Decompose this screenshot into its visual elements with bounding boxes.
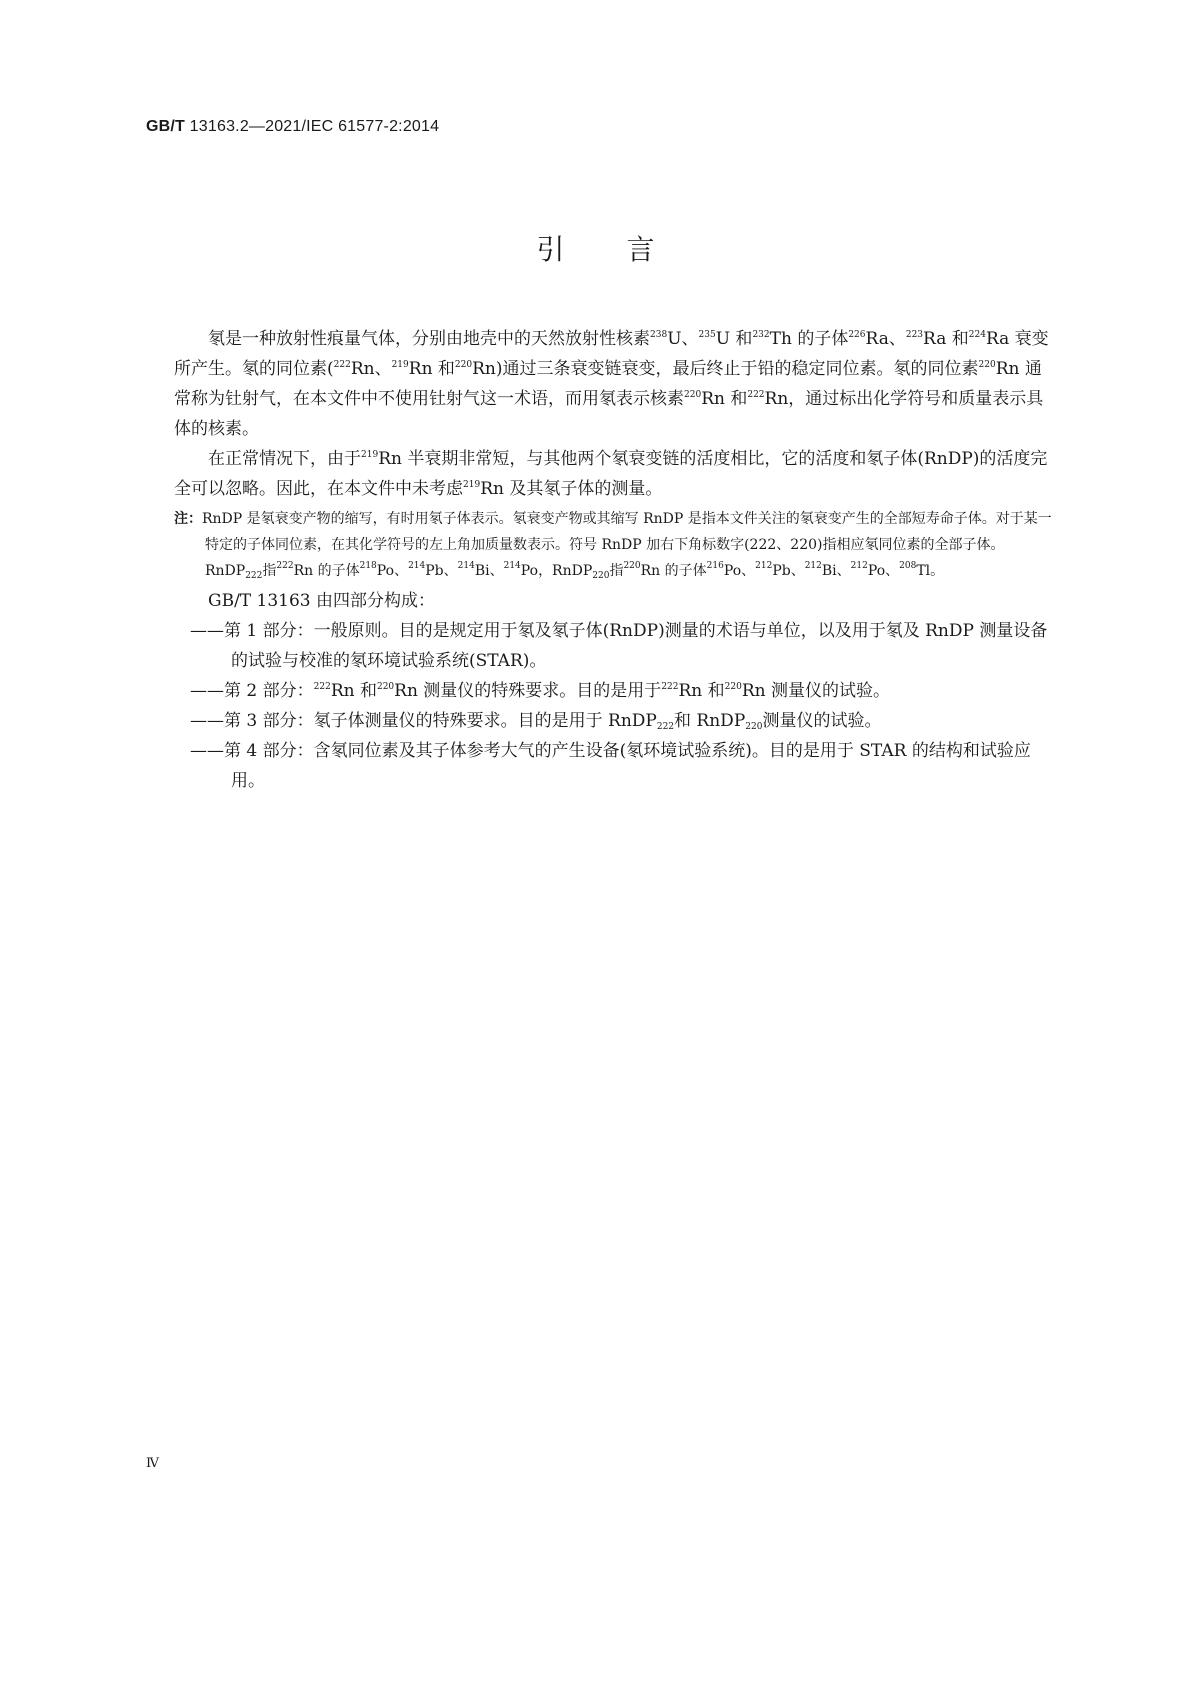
text: Rn 和	[330, 681, 377, 701]
superscript: 222	[333, 360, 351, 370]
superscript: 219	[463, 480, 481, 490]
text: RnDP 是氡衰变产物的缩写，有时用氡子体表示。氡衰变产物或其缩写 RnDP 是指本文件关注的氡衰变产生的全部短寿命子体。对于某一特定的子体同位素，在其化学符号的左上角加质量数表示。符号 RnDP 加右下角标数字(222、220)指相应氡同位素的全部子体。RnDP	[202, 511, 1052, 579]
text: Rn 和	[701, 389, 748, 409]
page-number: Ⅳ	[146, 1456, 159, 1471]
list-item-part-1: ——第 1 部分：一般原则。目的是规定用于氡及氡子体(RnDP)测量的术语与单位，以及用于氡及 RnDP 测量设备的试验与校准的氡环境试验系统(STAR)。	[190, 621, 1048, 671]
text: Ra 和	[923, 329, 969, 349]
text: Tl。	[916, 563, 945, 579]
superscript: 214	[503, 561, 521, 571]
text: U 和	[715, 329, 753, 349]
text: Rn，通过标出化学符号和质量表示具体的核素。	[174, 389, 1044, 439]
superscript: 232	[752, 330, 770, 340]
text: Rn)通过三条衰变链衰变，最后终止于铅的稳定同位素。氡的同位素	[472, 359, 979, 379]
text: Th 的子体	[769, 329, 849, 349]
parts-intro: GB/T 13163 由四部分构成：	[208, 591, 436, 611]
superscript: 238	[650, 330, 668, 340]
text: 测量仪的试验。	[762, 711, 882, 731]
superscript: 226	[848, 330, 866, 340]
text: Bi、	[821, 563, 851, 579]
list-item-part-4: ——第 4 部分：含氡同位素及其子体参考大气的产生设备(氡环境试验系统)。目的是用于 STAR 的结构和试验应用。	[190, 741, 1031, 791]
text: ——第 3 部分：氡子体测量仪的特殊要求。目的是用于 RnDP	[190, 711, 657, 731]
text: Rn 和	[678, 681, 725, 701]
superscript: 220	[454, 360, 473, 370]
paragraph-2	[174, 444, 1054, 504]
text: Rn 半衰期非常短，与其他两个氡衰变链的活度相比，它的活度和氡子体(RnDP)的活度完全可以忽略。因此，在本文件中未考虑	[174, 449, 1048, 499]
superscript: 222	[747, 390, 765, 400]
superscript: 222	[661, 682, 679, 692]
text: Rn、	[350, 359, 392, 379]
superscript: 220	[978, 360, 996, 370]
subscript: 220	[745, 722, 763, 732]
superscript: 214	[408, 561, 426, 571]
text: ——第 2 部分：	[190, 681, 314, 701]
superscript: 220	[684, 390, 702, 400]
text: Rn 的子体	[293, 563, 360, 579]
superscript: 212	[850, 561, 868, 571]
superscript: 220	[724, 682, 742, 692]
text: Rn 测量仪的试验。	[741, 681, 890, 701]
text: Po、	[723, 563, 756, 579]
superscript: 219	[361, 450, 379, 460]
subscript: 222	[656, 722, 675, 732]
text: 和 RnDP	[674, 711, 746, 731]
superscript: 222	[276, 561, 294, 571]
text: Bi、	[474, 563, 504, 579]
superscript: 218	[359, 561, 377, 571]
list-item-part-3	[174, 706, 1054, 736]
superscript: 219	[391, 360, 409, 370]
text: Rn 测量仪的特殊要求。目的是用于	[394, 681, 662, 701]
superscript: 208	[899, 561, 917, 571]
text: 在正常情况下，由于	[208, 449, 361, 469]
text: Rn 和	[408, 359, 455, 379]
note-label: 注：	[174, 511, 202, 527]
text: Pb、	[425, 563, 458, 579]
standard-code: 13163.2—2021/IEC 61577-2:2014	[185, 118, 440, 135]
superscript: 212	[755, 561, 773, 571]
text: Ra、	[865, 329, 906, 349]
superscript: 220	[376, 682, 395, 692]
standard-code-prefix: GB/T	[146, 118, 186, 135]
text: Rn 的子体	[640, 563, 707, 579]
text: Po、	[867, 563, 900, 579]
text: 氡是一种放射性痕量气体，分别由地壳中的天然放射性核素	[208, 329, 650, 349]
superscript: 214	[457, 561, 475, 571]
note	[174, 506, 1054, 584]
document-body	[174, 324, 1054, 796]
paragraph-1	[174, 324, 1054, 444]
superscript: 216	[706, 561, 724, 571]
superscript: 235	[698, 330, 716, 340]
superscript: 224	[968, 330, 986, 340]
text: 指	[262, 563, 277, 579]
text: U、	[667, 329, 699, 349]
text: 指	[609, 563, 624, 579]
superscript: 222	[313, 682, 331, 692]
document-header	[146, 118, 439, 136]
text: Rn 及其氡子体的测量。	[480, 479, 663, 499]
text: Pb、	[772, 563, 805, 579]
text: Ra 衰变所产生。氡的同位素(	[174, 329, 1049, 379]
text: Rn 通常称为钍射气，在本文件中不使用钍射气这一术语，而用氡表示核素	[174, 359, 1042, 409]
superscript: 220	[623, 561, 641, 571]
superscript: 223	[905, 330, 924, 340]
list-item-part-2	[174, 676, 1054, 706]
superscript: 212	[804, 561, 822, 571]
section-title: 引言	[536, 233, 717, 266]
text: Po、	[376, 563, 409, 579]
subscript: 222	[245, 571, 263, 581]
text: Po，RnDP	[520, 563, 593, 579]
subscript: 220	[592, 571, 610, 581]
